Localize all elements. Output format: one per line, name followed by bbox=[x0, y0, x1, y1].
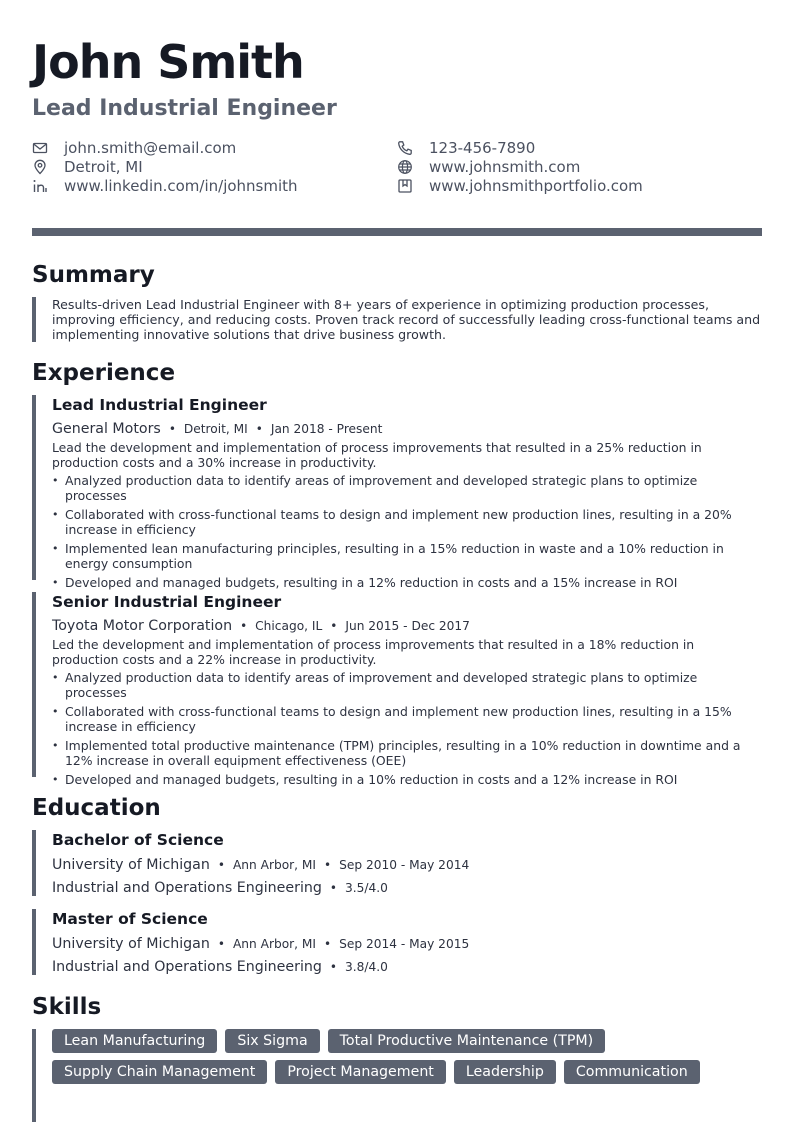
job-bullet: • Developed and managed budgets, resulting in a 12% reduction in costs and a 15% increase in ROI bbox=[52, 575, 762, 590]
job-meta bbox=[52, 615, 762, 636]
phone-text: 123-456-7890 bbox=[429, 139, 536, 157]
education-meta bbox=[52, 932, 762, 955]
candidate-name: John Smith bbox=[32, 35, 304, 89]
experience-entry bbox=[32, 395, 762, 590]
school-name: University of Michigan bbox=[52, 936, 210, 952]
separator: • bbox=[217, 858, 225, 872]
education-dates: Sep 2014 - May 2015 bbox=[339, 937, 470, 951]
contact-portfolio[interactable] bbox=[397, 176, 643, 196]
education-heading: Education bbox=[32, 795, 161, 821]
globe-icon bbox=[397, 159, 413, 175]
mail-icon bbox=[32, 140, 48, 156]
skill-chips bbox=[52, 1029, 742, 1084]
separator: • bbox=[255, 422, 263, 436]
education-field-line bbox=[52, 876, 762, 899]
job-description: Lead the development and implementation of process improvements that resulted in a 25% reduction in production costs and a 30% increase in productivity. bbox=[52, 440, 702, 470]
experience-entry bbox=[32, 592, 762, 787]
skill-chip: Leadership bbox=[454, 1060, 556, 1084]
linkedin-text: www.linkedin.com/in/johnsmith bbox=[64, 177, 298, 195]
header-divider bbox=[32, 228, 762, 236]
separator: • bbox=[329, 881, 337, 895]
bookmark-icon bbox=[397, 178, 413, 194]
separator: • bbox=[324, 858, 332, 872]
separator: • bbox=[240, 619, 248, 633]
separator: • bbox=[330, 619, 338, 633]
contact-phone[interactable] bbox=[397, 138, 535, 158]
separator: • bbox=[324, 937, 332, 951]
job-bullet: • Analyzed production data to identify areas of improvement and developed strategic plans to optimize processes bbox=[52, 473, 762, 503]
school-name: University of Michigan bbox=[52, 857, 210, 873]
field-of-study: Industrial and Operations Engineering bbox=[52, 880, 322, 896]
job-bullet: • Developed and managed budgets, resulting in a 10% reduction in costs and a 12% increase in ROI bbox=[52, 772, 762, 787]
job-location: Chicago, IL bbox=[255, 619, 323, 633]
job-meta bbox=[52, 418, 762, 439]
job-bullet: • Implemented lean manufacturing principles, resulting in a 15% reduction in waste and a 10% reduction in energy consumption bbox=[52, 541, 762, 571]
job-title: Lead Industrial Engineer bbox=[52, 396, 267, 414]
school-location: Ann Arbor, MI bbox=[232, 937, 317, 951]
separator: • bbox=[168, 422, 176, 436]
skill-chip: Project Management bbox=[275, 1060, 446, 1084]
school-location: Ann Arbor, MI bbox=[232, 858, 317, 872]
skills-block bbox=[32, 1029, 762, 1122]
education-entry bbox=[32, 909, 762, 975]
degree-title: Master of Science bbox=[52, 910, 208, 928]
skill-chip: Total Productive Maintenance (TPM) bbox=[328, 1029, 606, 1053]
candidate-title: Lead Industrial Engineer bbox=[32, 96, 337, 121]
field-of-study: Industrial and Operations Engineering bbox=[52, 959, 322, 975]
skill-chip: Six Sigma bbox=[225, 1029, 319, 1053]
skill-chip: Lean Manufacturing bbox=[52, 1029, 217, 1053]
separator: • bbox=[217, 937, 225, 951]
job-dates: Jan 2018 - Present bbox=[270, 422, 383, 436]
education-meta bbox=[52, 853, 762, 876]
job-dates: Jun 2015 - Dec 2017 bbox=[345, 619, 470, 633]
resume-page bbox=[32, 0, 762, 1123]
phone-icon bbox=[397, 140, 413, 156]
contact-email[interactable] bbox=[32, 138, 236, 158]
job-bullet: • Analyzed production data to identify areas of improvement and developed strategic plans to optimize processes bbox=[52, 670, 762, 700]
contact-location bbox=[32, 157, 143, 177]
contact-website[interactable] bbox=[397, 157, 580, 177]
skills-heading: Skills bbox=[32, 994, 102, 1020]
company-name: General Motors bbox=[52, 421, 161, 437]
summary-text: Results-driven Lead Industrial Engineer with 8+ years of experience in optimizing production processes, improving efficiency, and reducing costs. Proven track record of successfully leading cross-functional teams and implementing innovative solutions that drive business growth. bbox=[52, 297, 761, 342]
separator: • bbox=[329, 960, 337, 974]
gpa: 3.8/4.0 bbox=[344, 960, 388, 974]
website-text: www.johnsmith.com bbox=[429, 158, 581, 176]
job-location: Detroit, MI bbox=[183, 422, 248, 436]
gpa: 3.5/4.0 bbox=[344, 881, 388, 895]
skill-chip: Supply Chain Management bbox=[52, 1060, 267, 1084]
company-name: Toyota Motor Corporation bbox=[52, 618, 233, 634]
job-bullet: • Implemented total productive maintenance (TPM) principles, resulting in a 10% reduction in downtime and a 12% increase in overall equipment effectiveness (OEE) bbox=[52, 738, 762, 768]
job-bullets bbox=[52, 473, 762, 590]
contact-linkedin[interactable] bbox=[32, 176, 298, 196]
summary-heading: Summary bbox=[32, 262, 155, 288]
email-text: john.smith@email.com bbox=[64, 139, 237, 157]
education-field-line bbox=[52, 955, 762, 978]
location-text: Detroit, MI bbox=[64, 158, 143, 176]
education-entry bbox=[32, 830, 762, 896]
job-bullets bbox=[52, 670, 762, 787]
summary-block bbox=[32, 297, 762, 342]
linkedin-icon bbox=[32, 178, 48, 194]
job-description: Led the development and implementation of process improvements that resulted in a 18% reduction in production costs and a 22% increase in productivity. bbox=[52, 637, 695, 667]
job-bullet: • Collaborated with cross-functional teams to design and implement new production lines, resulting in a 15% increase in efficiency bbox=[52, 704, 762, 734]
portfolio-text: www.johnsmithportfolio.com bbox=[429, 177, 643, 195]
job-title: Senior Industrial Engineer bbox=[52, 593, 282, 611]
skill-chip: Communication bbox=[564, 1060, 700, 1084]
experience-heading: Experience bbox=[32, 360, 176, 386]
education-dates: Sep 2010 - May 2014 bbox=[339, 858, 470, 872]
degree-title: Bachelor of Science bbox=[52, 831, 224, 849]
map-pin-icon bbox=[32, 159, 48, 175]
job-bullet: • Collaborated with cross-functional teams to design and implement new production lines, resulting in a 20% increase in efficiency bbox=[52, 507, 762, 537]
